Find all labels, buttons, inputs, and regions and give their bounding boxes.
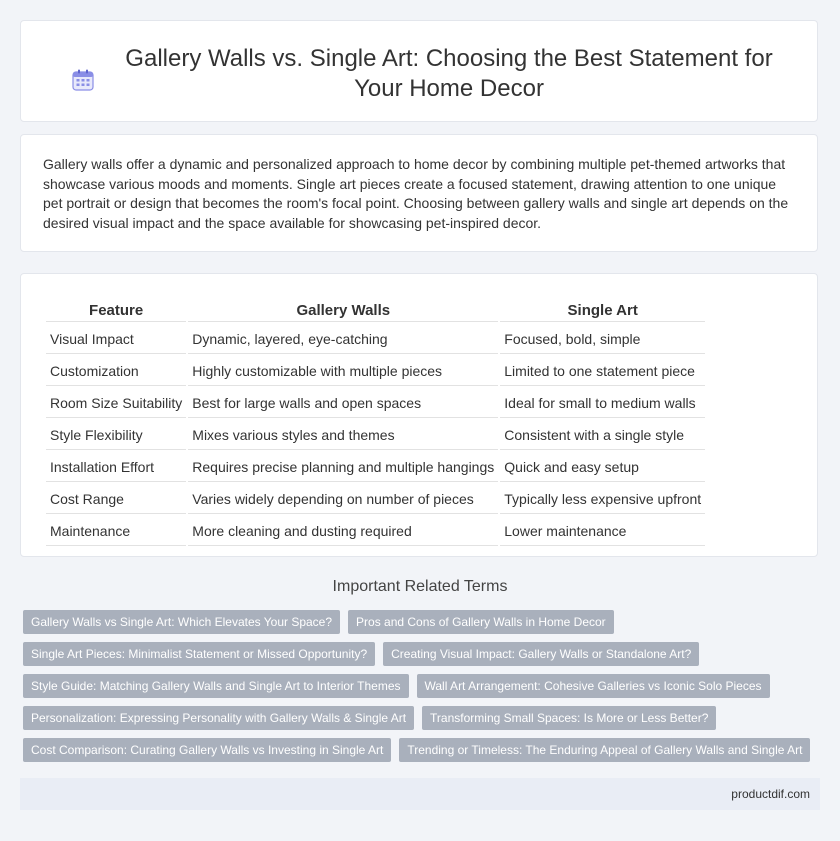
single-art-cell: Lower maintenance: [500, 516, 705, 546]
related-term-link[interactable]: Transforming Small Spaces: Is More or Less Better?: [422, 706, 716, 730]
single-art-cell: Limited to one statement piece: [500, 356, 705, 386]
related-term-link[interactable]: Style Guide: Matching Gallery Walls and Single Art to Interior Themes: [23, 674, 409, 698]
feature-cell: Customization: [46, 356, 186, 386]
header-gallery-walls: Gallery Walls: [188, 297, 498, 322]
feature-cell: Maintenance: [46, 516, 186, 546]
single-art-cell: Quick and easy setup: [500, 452, 705, 482]
footer: [20, 778, 820, 810]
title-card: [20, 20, 818, 122]
related-term-link[interactable]: Cost Comparison: Curating Gallery Walls vs Investing in Single Art: [23, 738, 391, 762]
table-row: [46, 516, 705, 546]
feature-cell: Visual Impact: [46, 324, 186, 354]
gallery-walls-cell: Mixes various styles and themes: [188, 420, 498, 450]
comparison-card: [20, 273, 818, 557]
gallery-walls-cell: Requires precise planning and multiple hangings: [188, 452, 498, 482]
table-row: [46, 388, 705, 418]
table-row: [46, 356, 705, 386]
footer-site-link[interactable]: productdif.com: [731, 787, 810, 801]
page-title: Gallery Walls vs. Single Art: Choosing the Best Statement for Your Home Decor: [125, 45, 773, 102]
feature-cell: Installation Effort: [46, 452, 186, 482]
related-term-link[interactable]: Gallery Walls vs Single Art: Which Elevates Your Space?: [23, 610, 340, 634]
single-art-cell: Focused, bold, simple: [500, 324, 705, 354]
related-term-link[interactable]: Wall Art Arrangement: Cohesive Galleries vs Iconic Solo Pieces: [417, 674, 770, 698]
gallery-walls-cell: Varies widely depending on number of pieces: [188, 484, 498, 514]
gallery-walls-cell: More cleaning and dusting required: [188, 516, 498, 546]
related-term-link[interactable]: Creating Visual Impact: Gallery Walls or Standalone Art?: [383, 642, 699, 666]
feature-cell: Style Flexibility: [46, 420, 186, 450]
related-term-link[interactable]: Single Art Pieces: Minimalist Statement or Missed Opportunity?: [23, 642, 375, 666]
gallery-walls-cell: Best for large walls and open spaces: [188, 388, 498, 418]
feature-cell: Room Size Suitability: [46, 388, 186, 418]
comparison-table: [44, 295, 707, 548]
gallery-walls-cell: Dynamic, layered, eye-catching: [188, 324, 498, 354]
table-row: [46, 324, 705, 354]
related-terms-list: [23, 610, 823, 762]
header-feature: Feature: [46, 297, 186, 322]
table-row: [46, 452, 705, 482]
related-term-link[interactable]: Personalization: Expressing Personality with Gallery Walls & Single Art: [23, 706, 414, 730]
single-art-cell: Typically less expensive upfront: [500, 484, 705, 514]
related-term-link[interactable]: Trending or Timeless: The Enduring Appeal of Gallery Walls and Single Art: [399, 738, 810, 762]
intro-card: [20, 134, 818, 252]
calendar-icon: [72, 69, 94, 91]
feature-cell: Cost Range: [46, 484, 186, 514]
single-art-cell: Consistent with a single style: [500, 420, 705, 450]
table-row: [46, 484, 705, 514]
gallery-walls-cell: Highly customizable with multiple pieces: [188, 356, 498, 386]
related-terms-heading: Important Related Terms: [332, 578, 508, 595]
header-single-art: Single Art: [500, 297, 705, 322]
intro-paragraph: Gallery walls offer a dynamic and personalized approach to home decor by combining multiple pet-themed artworks that showcase various moods and moments. Single art pieces create a focused statement, drawing attention to one unique pet portrait or design that becomes the room's focal point. Choosing between gallery walls and single art depends on the desired visual impact and the space available for showcasing pet-inspired decor.: [43, 156, 789, 231]
table-header-row: [46, 297, 705, 322]
table-row: [46, 420, 705, 450]
related-term-link[interactable]: Pros and Cons of Gallery Walls in Home Decor: [348, 610, 614, 634]
single-art-cell: Ideal for small to medium walls: [500, 388, 705, 418]
